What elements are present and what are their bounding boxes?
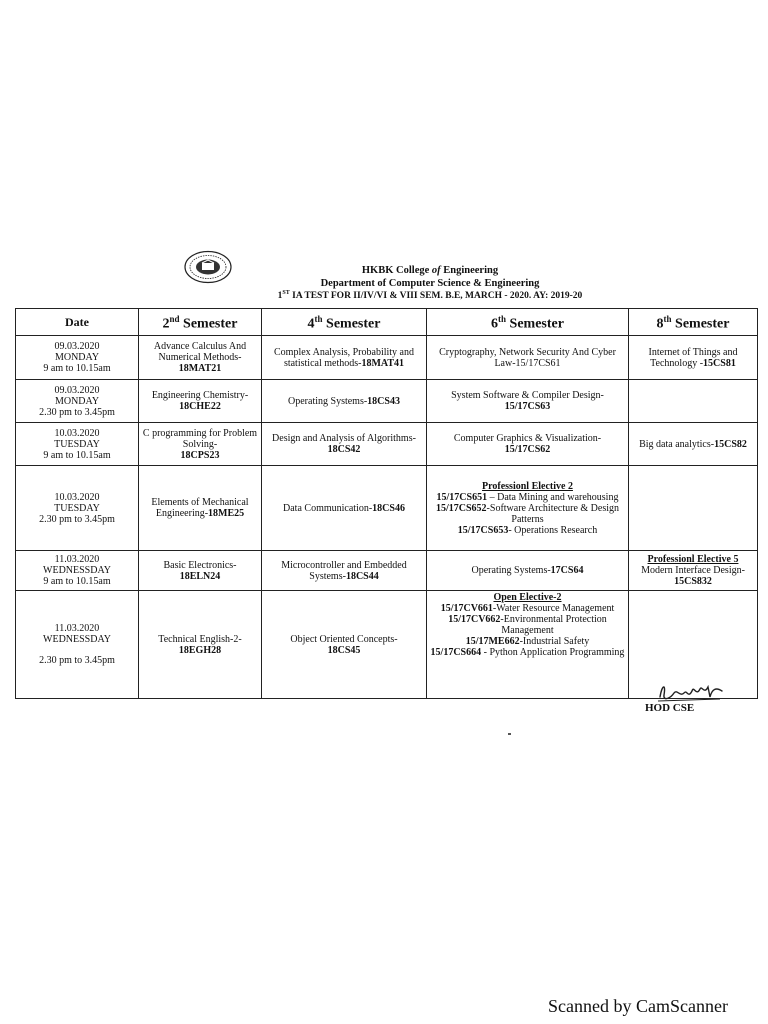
test-title: 1ST IA TEST FOR II/IV/VI & VIII SEM. B.E, MARCH - 2020. AY: 2019-20 — [277, 290, 583, 302]
sem2-cell: Technical English-2- 18EGH28 — [139, 591, 262, 699]
sem6-cell: Operating Systems-17CS64 — [427, 551, 629, 591]
elective-item: 15/17CV662-Environmental Protection Management — [448, 614, 607, 636]
scan-speck — [508, 733, 511, 735]
header-sem4: 4th Semester — [262, 309, 427, 336]
department-name: Department of Computer Science & Engineering — [320, 278, 540, 289]
elective-title: Professionl Elective 5 — [647, 554, 739, 565]
date-cell: 10.03.2020 TUESDAY 9 am to 10.15am — [16, 423, 139, 466]
sem8-cell — [629, 380, 758, 423]
table-row — [16, 336, 758, 380]
header-sem6: 6th Semester — [427, 309, 629, 336]
date-cell: 11.03.2020 WEDNESSDAY 2.30 pm to 3.45pm — [16, 591, 139, 699]
sem4-cell: Data Communication-18CS46 — [262, 466, 427, 551]
sem2-cell: Engineering Chemistry- 18CHE22 — [139, 380, 262, 423]
date-cell: 10.03.2020 TUESDAY 2.30 pm to 3.45pm — [16, 466, 139, 551]
sem8-cell: Professionl Elective 5 Modern Interface Design-15CS832 — [629, 551, 758, 591]
sem6-cell — [427, 591, 629, 699]
header-sem2: 2nd Semester — [139, 309, 262, 336]
elective-item: 15/17CS653- Operations Research — [457, 524, 598, 536]
hod-label: HOD CSE — [645, 702, 695, 714]
elective-item: 15/17CS651 – Data Mining and warehousing — [436, 491, 619, 503]
table-row — [16, 423, 758, 466]
sem8-cell: Big data analytics-15CS82 — [629, 423, 758, 466]
sem2-cell: Elements of Mechanical Engineering-18ME25 — [139, 466, 262, 551]
table-row — [16, 591, 758, 699]
elective-item: 15/17CS652-Software Architecture & Design Patterns — [435, 502, 620, 525]
sem4-cell: Complex Analysis, Probability and statistical methods-18MAT41 — [262, 336, 427, 380]
elective-item: 15/17ME662-Industrial Safety — [465, 636, 590, 647]
sem4-cell: Microcontroller and Embedded Systems-18CS44 — [262, 551, 427, 591]
table-row — [16, 551, 758, 591]
header-sem8: 8th Semester — [629, 309, 758, 336]
sem6-cell — [427, 466, 629, 551]
table-row — [16, 380, 758, 423]
sem6-cell: Cryptography, Network Security And Cyber Law-15/17CS61 — [427, 336, 629, 380]
sem2-cell: C programming for Problem Solving- 18CPS23 — [139, 423, 262, 466]
college-name: HKBK College of Engineering — [361, 265, 499, 276]
sem4-cell: Design and Analysis of Algorithms-18CS42 — [262, 423, 427, 466]
sem8-cell — [629, 466, 758, 551]
timetable — [15, 308, 758, 699]
elective-item: 15/17CV661-Water Resource Management — [440, 603, 615, 614]
sem8-cell: Internet of Things and Technology -15CS81 — [629, 336, 758, 380]
elective-title: Open Elective-2 — [493, 592, 562, 603]
date-cell: 09.03.2020 MONDAY 2.30 pm to 3.45pm — [16, 380, 139, 423]
elective-title: Professionl Elective 2 — [482, 480, 573, 492]
hod-signature — [650, 675, 740, 705]
header-row — [16, 309, 758, 336]
date-cell: 11.03.2020 WEDNESSDAY 9 am to 10.15am — [16, 551, 139, 591]
elective-item: 15/17CS664 - Python Application Programming — [430, 647, 625, 658]
table-row — [16, 466, 758, 551]
sem2-cell: Basic Electronics- 18ELN24 — [139, 551, 262, 591]
sem6-cell: Computer Graphics & Visualization- 15/17CS62 — [427, 423, 629, 466]
sem4-cell: Object Oriented Concepts- 18CS45 — [262, 591, 427, 699]
date-cell: 09.03.2020 MONDAY 9 am to 10.15am — [16, 336, 139, 380]
sem6-cell: System Software & Compiler Design- 15/17CS63 — [427, 380, 629, 423]
scanner-watermark: Scanned by CamScanner — [548, 996, 728, 1016]
header-date: Date — [16, 309, 139, 336]
sem4-cell: Operating Systems-18CS43 — [262, 380, 427, 423]
sem2-cell: Advance Calculus And Numerical Methods- 18MAT21 — [139, 336, 262, 380]
